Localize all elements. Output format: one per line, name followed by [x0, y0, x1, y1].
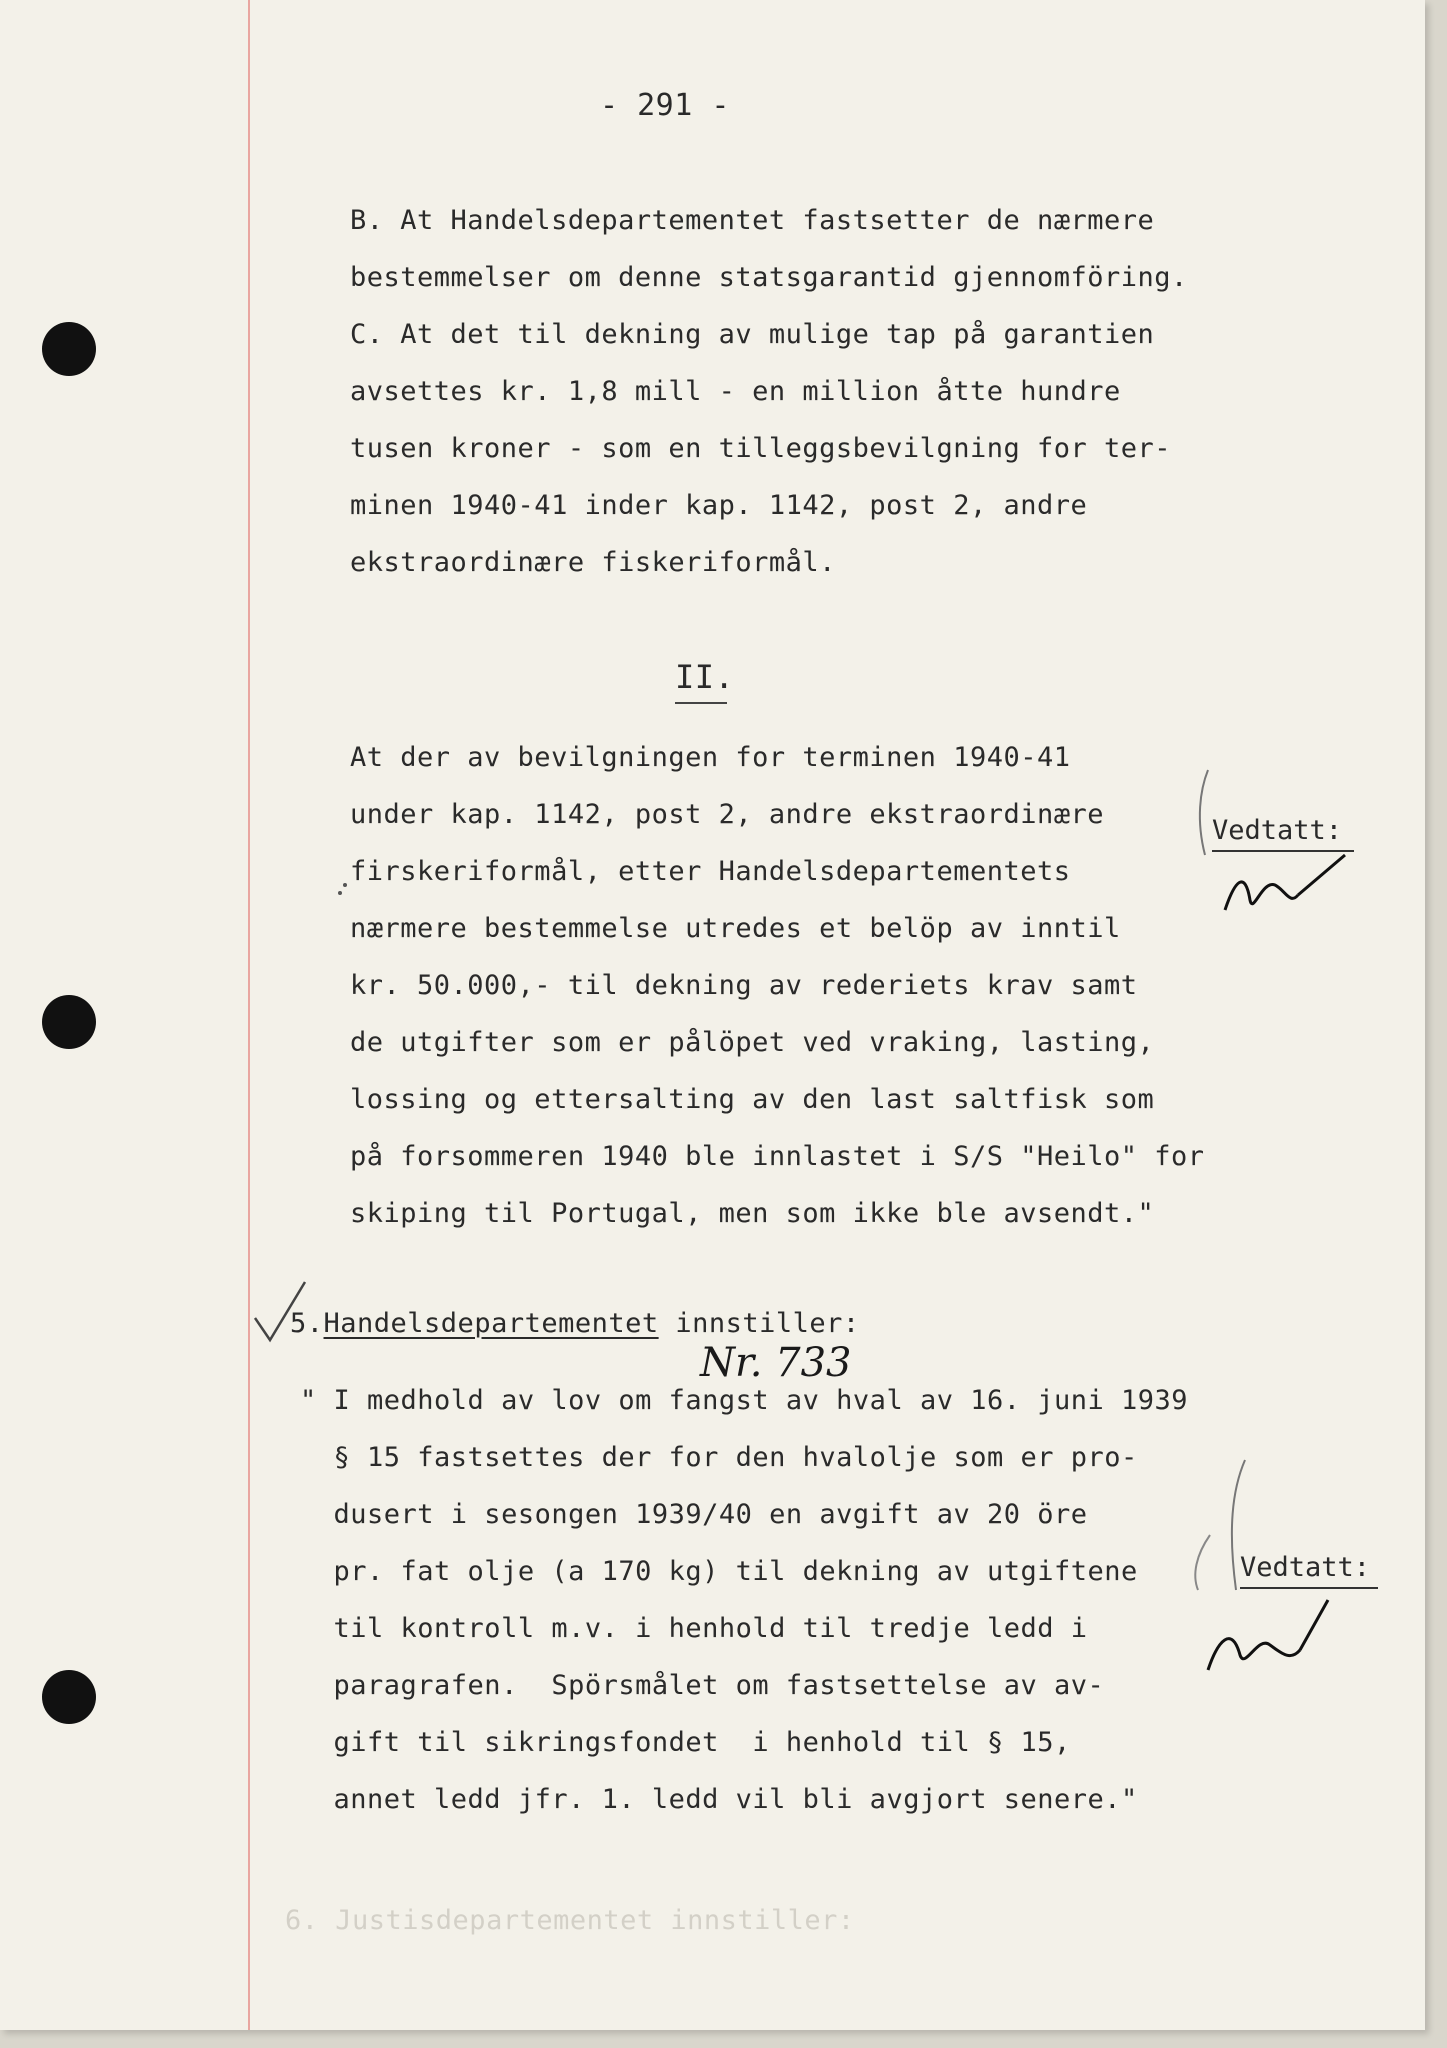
ink-dot: [343, 883, 347, 887]
section-b-c-line: C. At det til dekning av mulige tap på garantien: [350, 319, 1155, 350]
pencil-bracket-3: [1195, 1535, 1210, 1590]
item-6-faint: 6. Justisdepartementet innstiller:: [285, 1905, 855, 1936]
item-5-line: paragrafen. Spörsmålet om fastsettelse av av-: [300, 1670, 1105, 1701]
section-heading: II.: [675, 658, 735, 696]
item-5-line: annet ledd jfr. 1. ledd vil bli avgjort senere.": [300, 1784, 1138, 1815]
initials-signature-2: [1208, 1600, 1328, 1670]
section-b-c-line: B. At Handelsdepartementet fastsetter de nærmere: [350, 205, 1155, 236]
ink-dot: [338, 891, 342, 895]
vedtatt-label-1: Vedtatt:: [1212, 815, 1343, 846]
item-5-line: gift til sikringsfondet i henhold til § 15,: [300, 1727, 1071, 1758]
section-ii-line: skiping til Portugal, men som ikke ble avsendt.": [350, 1198, 1155, 1229]
section-ii-line: nærmere bestemmelse utredes et belöp av inntil: [350, 913, 1121, 944]
section-ii-line: lossing og ettersalting av den last saltfisk som: [350, 1084, 1155, 1115]
item-5-line: " I medhold av lov om fangst av hval av 16. juni 1939: [300, 1385, 1189, 1416]
section-b-c-line: tusen kroner - som en tilleggsbevilgning for ter-: [350, 433, 1172, 464]
item-5-number: 5.: [290, 1308, 324, 1339]
section-ii-line: At der av bevilgningen for terminen 1940-41: [350, 742, 1071, 773]
initials-signature-1: [1225, 855, 1345, 910]
section-b-c-line: minen 1940-41 inder kap. 1142, post 2, andre: [350, 490, 1088, 521]
pencil-bracket-2: [1232, 1460, 1245, 1590]
section-b-c-line: avsettes kr. 1,8 mill - en million åtte hundre: [350, 376, 1121, 407]
section-b-c-line: ekstraordinære fiskeriformål.: [350, 547, 836, 578]
section-ii-line: under kap. 1142, post 2, andre ekstraordinære: [350, 799, 1104, 830]
section-ii-line: kr. 50.000,- til dekning av rederiets krav samt: [350, 970, 1138, 1001]
section-ii-line: firskeriformål, etter Handelsdepartementets: [350, 856, 1071, 887]
item-5-line: dusert i sesongen 1939/40 en avgift av 20 öre: [300, 1499, 1088, 1530]
pencil-bracket-1: [1200, 770, 1208, 855]
section-b-c-line: bestemmelser om denne statsgarantid gjennomföring.: [350, 262, 1188, 293]
item-5-verb: innstiller:: [658, 1308, 860, 1339]
item-5-line: pr. fat olje (a 170 kg) til dekning av utgiftene: [300, 1556, 1138, 1587]
checkmark-5: [255, 1282, 305, 1340]
item-5-department: Handelsdepartementet: [323, 1308, 659, 1339]
section-ii-line: på forsommeren 1940 ble innlastet i S/S "Heilo" for: [350, 1141, 1205, 1172]
item-5-line: § 15 fastsettes der for den hvalolje som er pro-: [300, 1442, 1138, 1473]
item-5-line: til kontroll m.v. i henhold til tredje ledd i: [300, 1613, 1088, 1644]
vedtatt-label-2: Vedtatt:: [1240, 1552, 1371, 1583]
section-ii-line: de utgifter som er pålöpet ved vraking, lasting,: [350, 1027, 1155, 1058]
page-number: - 291 -: [600, 88, 730, 123]
handwritten-number: Nr. 733: [700, 1340, 852, 1386]
